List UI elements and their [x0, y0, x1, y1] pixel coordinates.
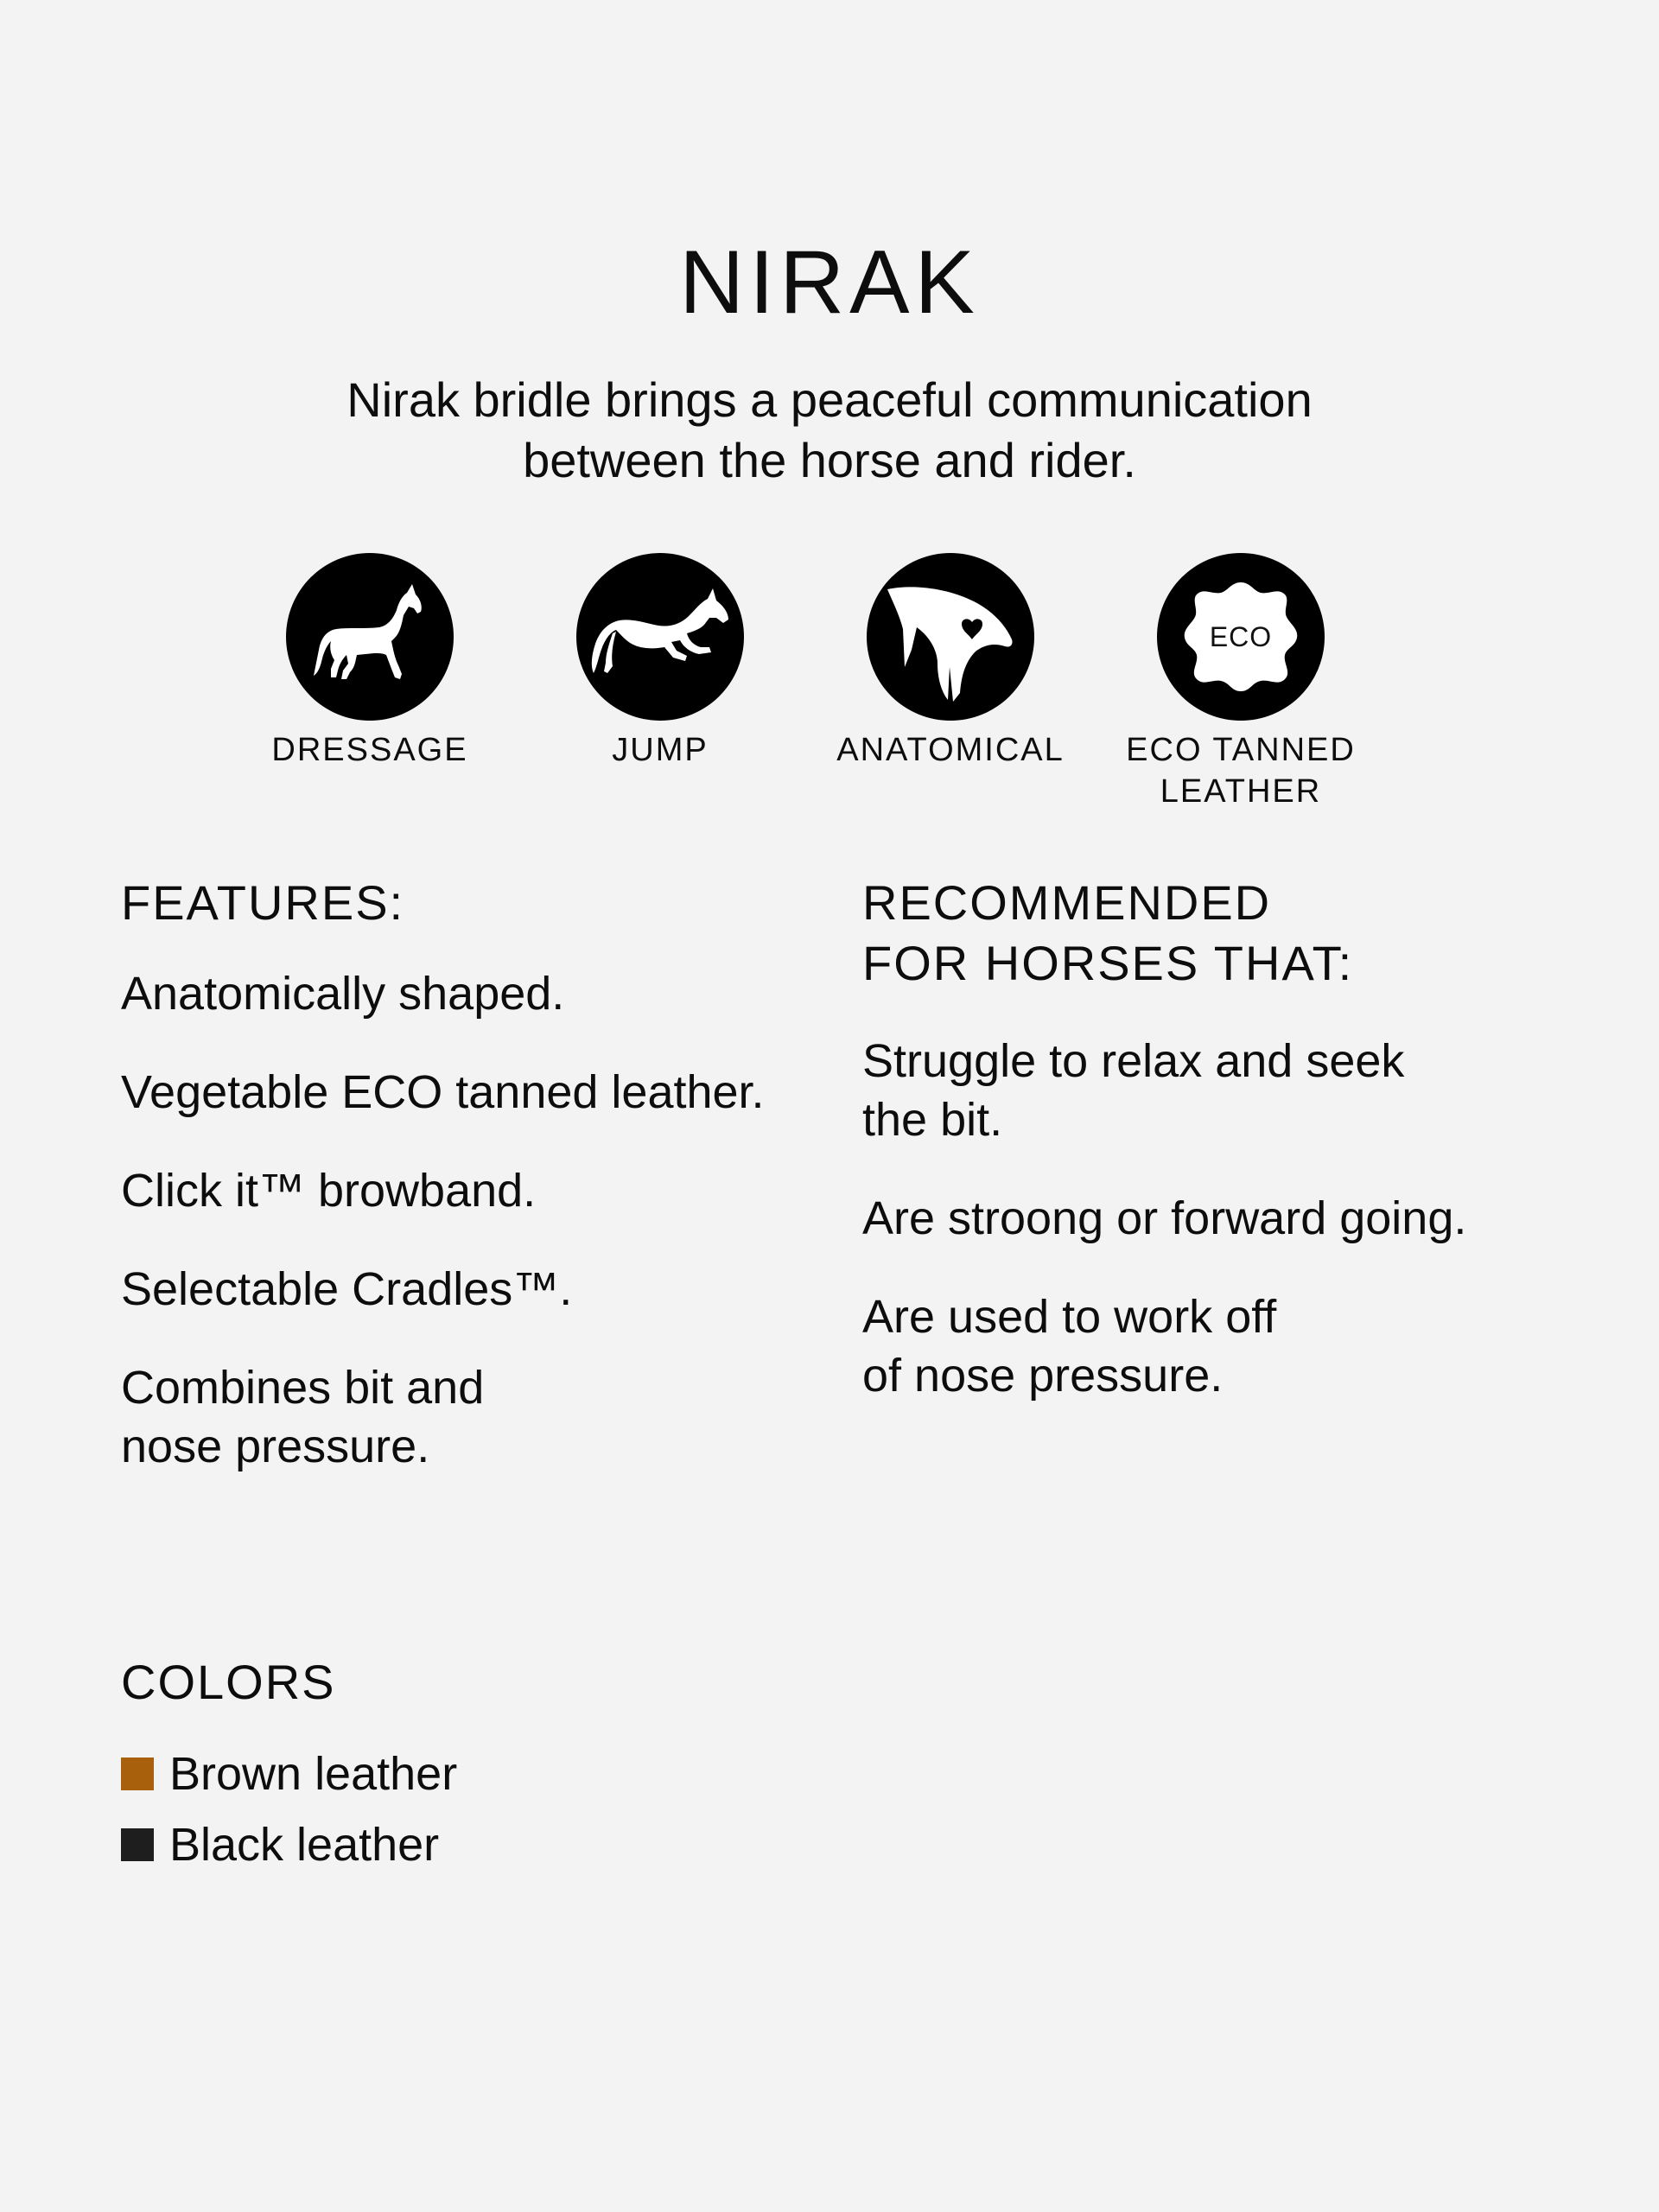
color-label: Black leather [169, 1819, 440, 1871]
badge-label: DRESSAGE [271, 732, 468, 768]
badge-label: ANATOMICAL [836, 732, 1065, 768]
badge-jump [531, 553, 790, 771]
jumping-horse-icon [576, 553, 744, 721]
badge-eco-tanned-leather [1111, 553, 1370, 812]
features-list [121, 964, 864, 1476]
badge-dressage [240, 553, 499, 771]
list-item: Struggle to relax and seek the bit. [862, 1035, 1405, 1146]
features-heading: FEATURES: [121, 875, 405, 930]
recommended-section [862, 873, 1571, 1445]
list-item: Vegetable ECO tanned leather. [121, 1066, 765, 1118]
color-swatch [121, 1758, 154, 1790]
feature-badges [0, 553, 1659, 821]
list-item: Selectable Cradles™. [121, 1263, 573, 1315]
badge-anatomical [821, 553, 1080, 771]
product-tagline: Nirak bridle brings a peaceful communication between the horse and rider. [346, 372, 1313, 487]
dressage-horse-icon [286, 553, 454, 721]
colors-heading: COLORS [121, 1655, 336, 1709]
color-option-black [121, 1809, 457, 1880]
list-item: Combines bit and nose pressure. [121, 1362, 485, 1472]
color-label: Brown leather [169, 1748, 458, 1800]
eco-leather-hide-icon [1157, 553, 1325, 721]
color-option-brown [121, 1738, 457, 1809]
recommended-list [862, 1032, 1571, 1405]
list-item: Anatomically shaped. [121, 968, 565, 1020]
badge-label: JUMP [612, 732, 709, 768]
color-swatch [121, 1828, 154, 1861]
colors-section [121, 1652, 457, 1880]
badge-label: ECO TANNED LEATHER [1126, 732, 1356, 810]
features-section [121, 873, 864, 1516]
horse-head-heart-icon [867, 553, 1034, 721]
list-item: Are used to work off of nose pressure. [862, 1291, 1277, 1402]
list-item: Are stroong or forward going. [862, 1192, 1467, 1244]
list-item: Click it™ browband. [121, 1165, 537, 1217]
eco-icon-text: ECO [1209, 621, 1273, 652]
product-title: NIRAK [679, 232, 980, 333]
recommended-heading: RECOMMENDED FOR HORSES THAT: [862, 875, 1354, 990]
